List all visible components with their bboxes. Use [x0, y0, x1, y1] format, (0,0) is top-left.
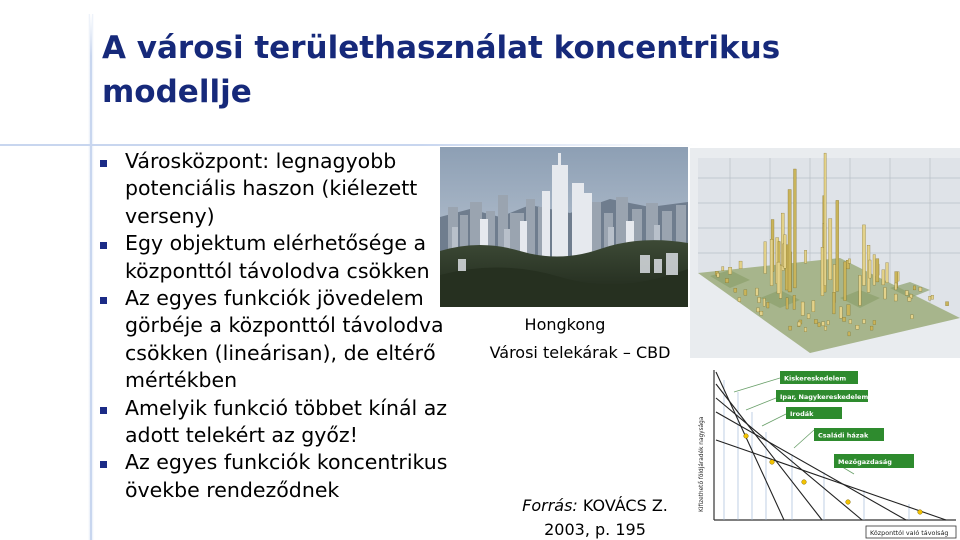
- price-spike: [876, 259, 879, 282]
- source-prefix: Forrás:: [522, 496, 578, 515]
- price-spike: [849, 320, 852, 324]
- bullet-marker: [100, 407, 107, 414]
- price-spike: [804, 250, 806, 263]
- photo-caption: Hongkong: [524, 315, 606, 334]
- bid-rent-graphic: [694, 362, 960, 540]
- price-spike: [824, 153, 826, 286]
- land-price-3d-illustration: [690, 148, 960, 358]
- price-spike: [824, 326, 826, 330]
- slide-title: A városi területhasználat koncentrikus modellje: [102, 30, 781, 110]
- price-spike: [873, 321, 876, 325]
- price-spike: [822, 322, 825, 326]
- price-spike: [756, 288, 759, 296]
- price-spike: [884, 288, 887, 300]
- label-retail: Kiskereskedelem: [784, 374, 847, 383]
- price-spike: [789, 326, 792, 330]
- price-spike: [833, 292, 836, 314]
- price-spike: [763, 298, 765, 306]
- price-spike: [905, 291, 908, 296]
- price-spike: [734, 288, 737, 292]
- price-spike: [814, 320, 817, 324]
- price-spike: [848, 332, 850, 336]
- price-spike: [911, 315, 914, 319]
- bullet-item: [100, 449, 465, 504]
- price-spike: [770, 239, 773, 285]
- price-spike: [798, 322, 801, 326]
- price-spike: [882, 270, 885, 285]
- bullet-item: [100, 285, 465, 395]
- price-spike: [946, 302, 949, 306]
- bullet-marker: [100, 160, 107, 167]
- price-spike: [886, 263, 889, 283]
- price-spike: [786, 298, 788, 309]
- label-industry: Ipar, Nagykereskedelem: [780, 393, 869, 401]
- price-spike: [757, 308, 760, 312]
- price-spike: [908, 297, 911, 301]
- bullet-text: Egy objektum elérhetősége a központtól távolodva csökken: [125, 231, 430, 283]
- price-spike: [847, 305, 850, 316]
- price-spike: [801, 302, 804, 315]
- price-spike: [725, 279, 728, 283]
- price-spike: [913, 286, 916, 290]
- price-spike: [870, 326, 873, 330]
- price-spike: [844, 262, 847, 301]
- bullet-marker: [100, 461, 107, 468]
- price-spike: [848, 259, 850, 264]
- land-values-caption: Városi telekárak – CBD: [489, 343, 671, 362]
- price-spike: [777, 262, 780, 293]
- source-author: KOVÁCS Z.: [577, 496, 668, 515]
- price-spike: [804, 328, 807, 332]
- bullet-item: [100, 230, 465, 285]
- price-spike: [794, 169, 797, 288]
- bullet-text: Városközpont: legnagyobb potenciális haszon (kiélezett verseny): [125, 149, 418, 228]
- price-spike: [836, 200, 839, 291]
- bullet-list: [100, 148, 465, 504]
- price-spike: [859, 275, 861, 305]
- bullet-item: [100, 395, 465, 450]
- bullet-text: Az egyes funkciók jövedelem görbéje a központtól távolodva csökken (lineárisan), de eltérő mértékben: [125, 286, 444, 393]
- y-axis-label: Kifizethető földjáradék nagysága: [699, 416, 705, 512]
- price-spike: [717, 273, 720, 277]
- price-spike: [895, 283, 897, 290]
- price-spike: [829, 219, 832, 280]
- price-spike: [873, 255, 876, 286]
- bid-rent-diagram: [694, 362, 960, 540]
- price-spike: [728, 267, 731, 274]
- price-spike: [812, 301, 815, 312]
- price-spike: [788, 190, 791, 292]
- source-year-page: 2003, p. 195: [544, 520, 646, 539]
- price-spike: [931, 295, 934, 299]
- price-spike: [827, 321, 829, 325]
- price-spike: [894, 294, 897, 301]
- frame-horizontal-line: [0, 144, 700, 146]
- price-spike: [738, 298, 741, 302]
- price-spike: [863, 319, 866, 323]
- skyline-image: [440, 147, 688, 307]
- price-spike: [760, 311, 763, 315]
- bullet-marker: [100, 242, 107, 249]
- price-spike: [739, 261, 742, 269]
- label-offices: Irodák: [790, 410, 814, 418]
- price-spike: [843, 317, 846, 321]
- price-spike: [784, 235, 786, 268]
- price-spike: [929, 296, 931, 300]
- price-spike: [839, 307, 842, 318]
- price-spike: [764, 242, 767, 274]
- price-spike: [818, 323, 820, 327]
- price-spike: [807, 314, 810, 319]
- price-spike: [758, 297, 761, 302]
- price-spike: [744, 290, 747, 296]
- bullet-text: Az egyes funkciók koncentrikus övekbe rendeződnek: [125, 450, 448, 502]
- price-spike: [722, 267, 724, 271]
- bullet-item: [100, 148, 465, 230]
- hongkong-skyline-photo: [440, 147, 688, 307]
- label-agriculture: Mezőgazdaság: [838, 458, 892, 466]
- price-spike: [793, 295, 795, 309]
- bullet-text: Amelyik funkció többet kínál az adott telekért az győz!: [125, 395, 448, 448]
- price-spike: [919, 287, 922, 291]
- price-spike: [862, 225, 865, 286]
- label-houses: Családi házak: [818, 431, 869, 440]
- price-spike: [821, 247, 824, 296]
- source-caption: [490, 494, 700, 540]
- x-axis-label: Központtól való távolság: [870, 529, 949, 537]
- price-spike: [869, 260, 872, 278]
- price-spike: [856, 325, 859, 329]
- bullet-marker: [100, 297, 107, 304]
- frame-vertical-line: [90, 14, 92, 540]
- price-spike: [767, 302, 769, 308]
- land-price-3d-image: [690, 148, 960, 358]
